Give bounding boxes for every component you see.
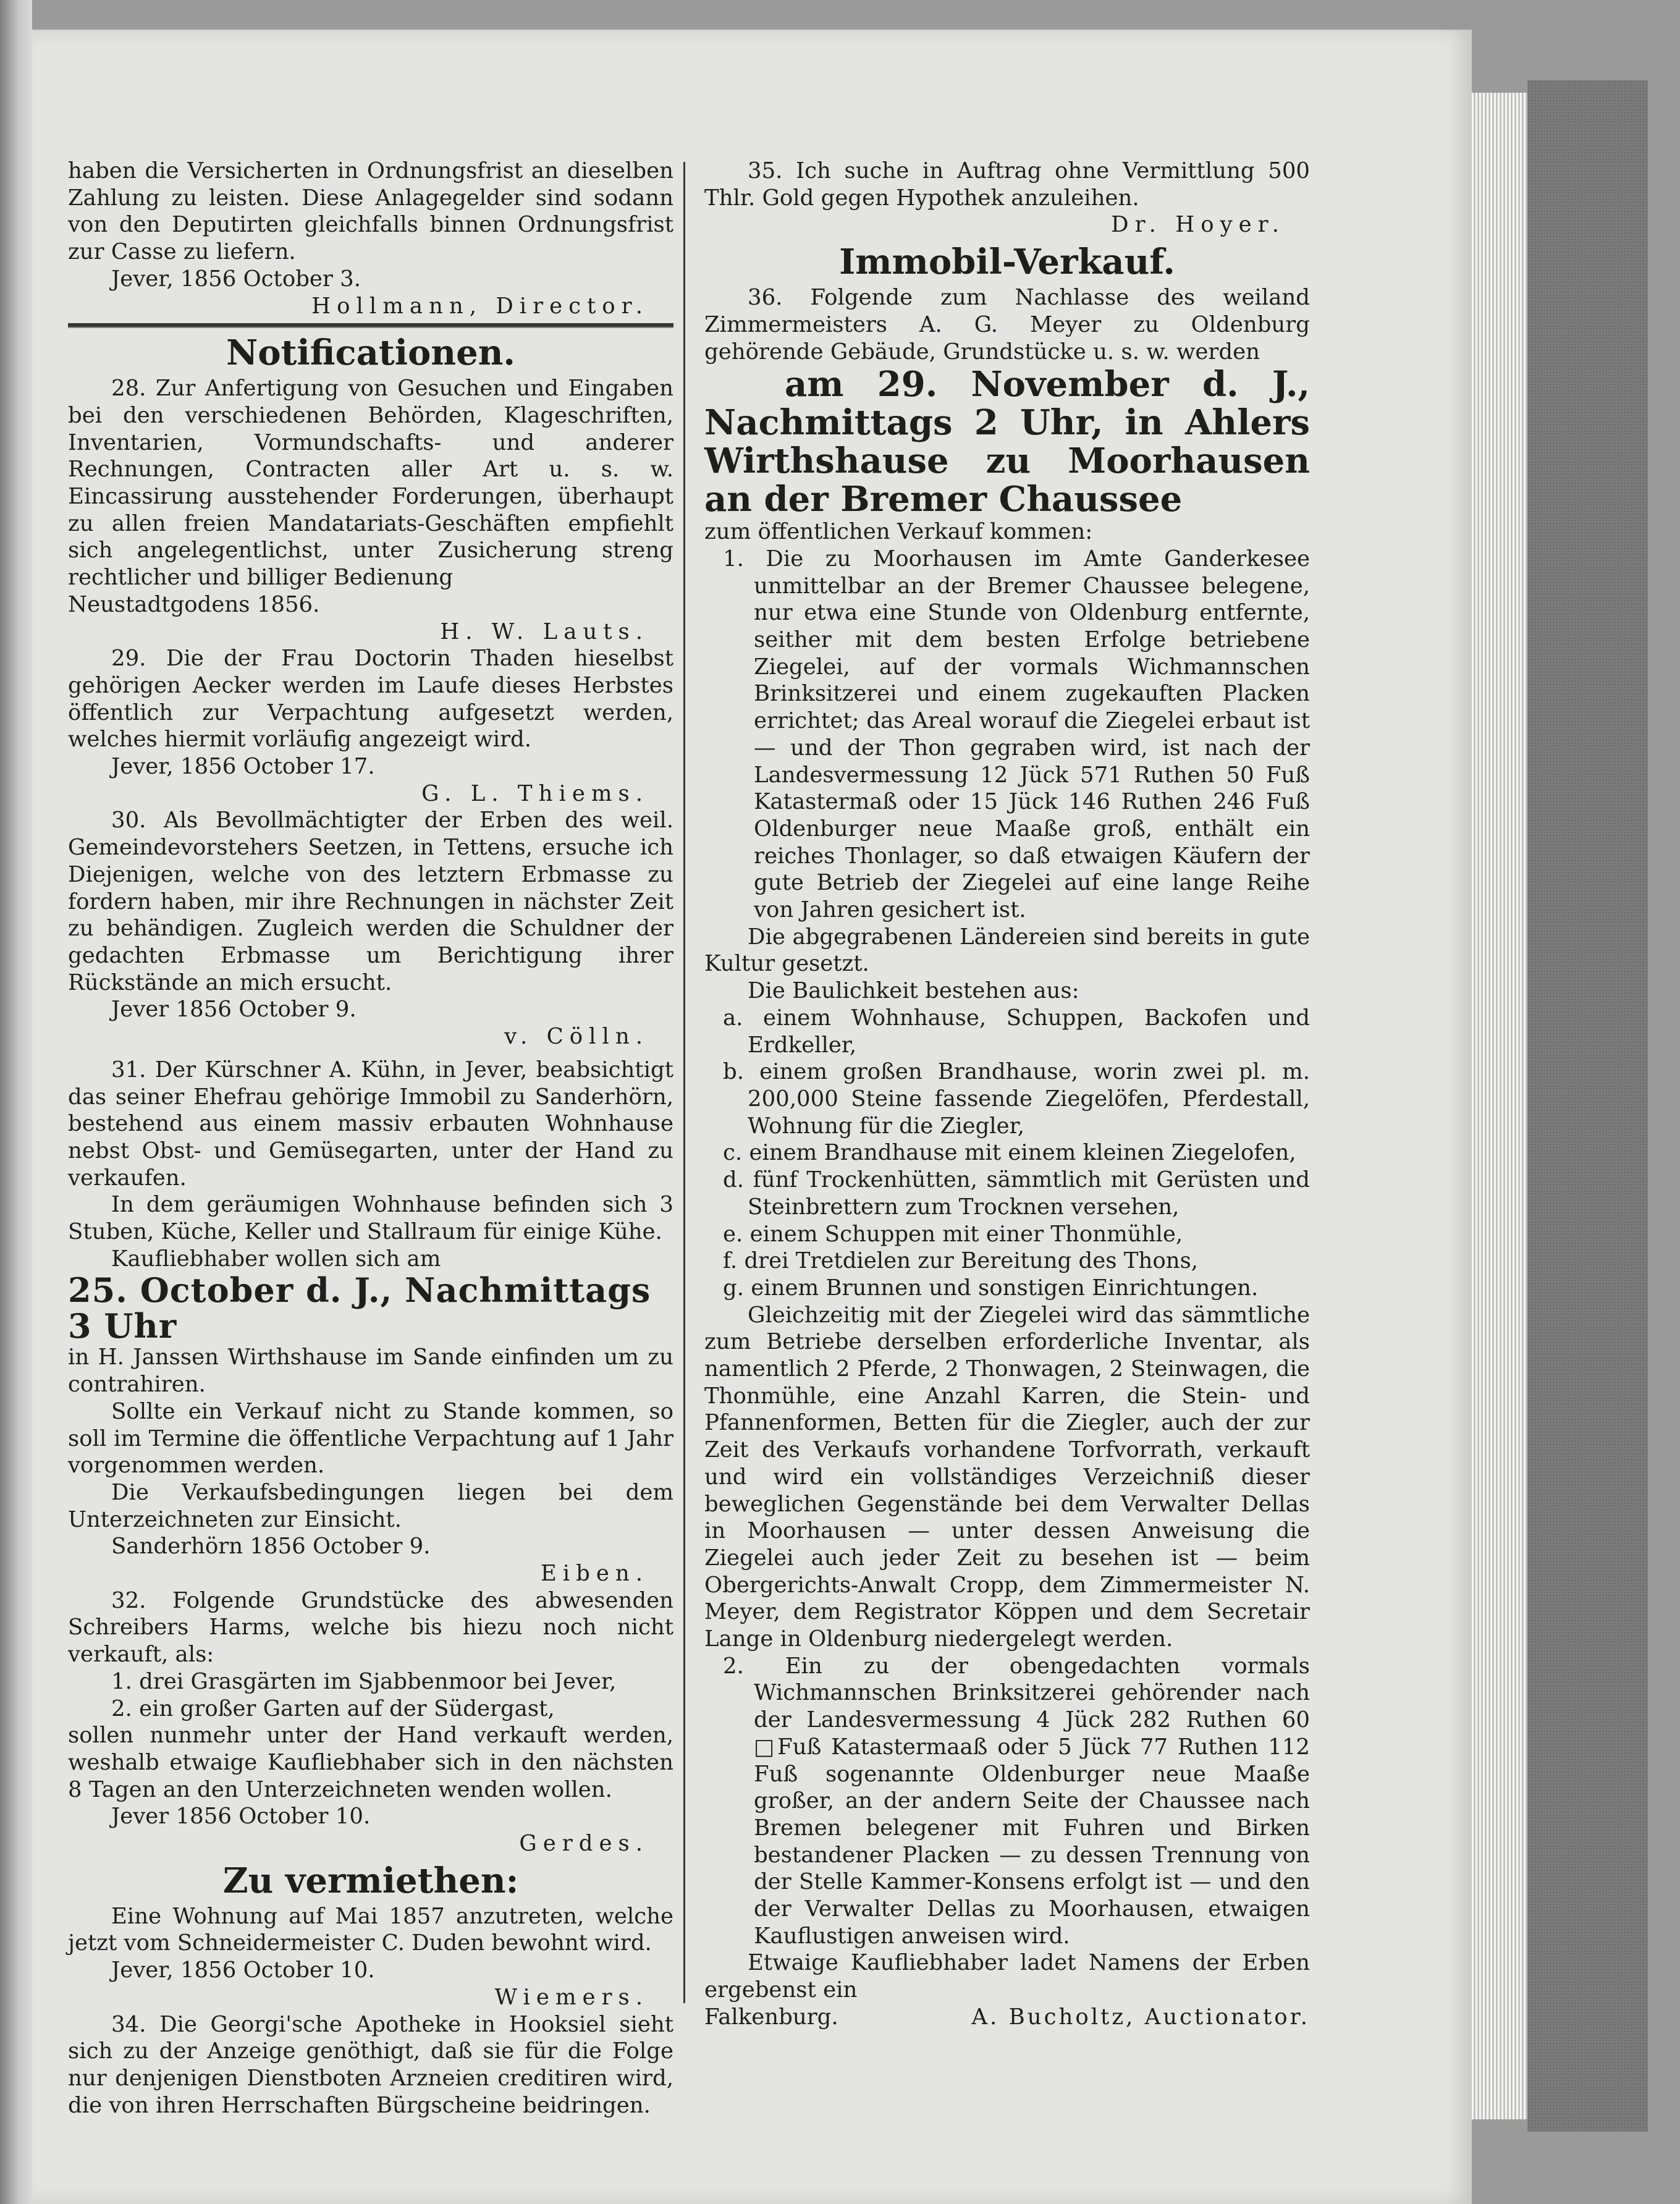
notice-28-signature: H. W. Lauts. [440,619,649,644]
notice-31-signature: Eiben. [540,1561,649,1587]
notice-29-signature: G. L. Thiems. [421,780,649,806]
page-edges [1472,93,1527,2119]
rent-heading: Zu vermiethen: [222,1860,519,1901]
notice-33: Eine Wohnung auf Mai 1857 anzutreten, welche jetzt vom Schneidermeister C. Duden bewohnt wird. [68,1903,673,1956]
closing-text: Etwaige Kaufliebhaber ladet Namens der Erben ergebenst ein [704,1950,1310,2003]
notice-36-inventory: Gleichzeitig mit der Ziegelei wird das sämmtliche zum Betriebe derselben erforderliche Inventar, als namentlich 2 Pferde, 2 Thonwagen, 2 Steinwagen, die Thonmühle, eine Anzahl Karren, die Stein- und Pfannenformen, Betten für die Ziegler, auch der zur Zeit des Verkaufs vorhandene Torfvorrath, verkauft und wird ein vollständiges Verzeichniß dieser beweglichen Gegenstände bei dem Verwalter Dellas in Moorhausen — unter dessen Anweisung die Ziegelei auch jeder Zeit zu besehen ist — beim Obergerichts-Anwalt Cropp, dem Zimmermeister N. Meyer, dem Registrator Köppen und dem Secretair Lange in Oldenburg niedergelegt werden. [704,1302,1310,1652]
notice-31-lease: Sollte ein Verkauf nicht zu Stande kommen, so soll im Termine die öffentliche Verpachtung auf 1 Jahr vorgenommen werden. [68,1398,673,1479]
notice-36-sale: zum öffentlichen Verkauf kommen: [704,519,1093,545]
building-entry: e. einem Schuppen mit einer Thonmühle, [723,1221,1183,1247]
notice-30-signature: v. Cölln. [504,1024,649,1050]
building-entry: f. drei Tretdielen zur Bereitung des Thons, [723,1248,1199,1274]
building-entry: b. einem großen Brandhause, worin zwei pl. m. 200,000 Steine fassende Ziegelöfen, Pferdestall, Wohnung für die Ziegler, [723,1059,1310,1139]
notice-32-item: 2. ein großer Garten auf der Südergast, [111,1695,555,1721]
notice-36-item-1-buildings: Die Baulichkeit bestehen aus: [748,978,1079,1004]
notice-28-date: Neustadtgodens 1856. [68,591,320,617]
notice-35-signature: Dr. Hoyer. [1111,212,1285,238]
notice-30-date: Jever 1856 October 9. [111,997,357,1023]
notice-32-body: sollen nunmehr unter der Hand verkauft werden, weshalb etwaige Kaufliebhaber sich in den nächsten 8 Tagen an den Unterzeichneten wenden wollen. [68,1723,673,1802]
notice-30: 30. Als Bevollmächtigter der Erben des weil. Gemeindevorstehers Seetzen, in Tettens, ersuche ich Diejenigen, welche von des letztern Erbmasse zu fordern haben, mir ihre Rechnungen in nächster Zeit zu behändigen. Zugleich werden die Schuldner der gedachten Erbmasse um Berichtigung ihrer Rückstände an mich ersucht. [68,808,673,995]
notice-33-date: Jever, 1856 October 10. [111,1957,375,1983]
notice-31-date: Sanderhörn 1856 October 9. [111,1534,431,1560]
building-entry: a. einem Wohnhause, Schuppen, Backofen und Erdkeller, [723,1005,1310,1058]
notice-36-item-1-lands: Die abgegrabenen Ländereien sind bereits in gute Kultur gesetzt. [704,924,1310,977]
building-entry: d. fünf Trockenhütten, sämmtlich mit Gerüsten und Steinbrettern zum Trocknen versehen, [723,1167,1310,1220]
notice-31: 31. Der Kürschner A. Kühn, in Jever, beabsichtigt das seiner Ehefrau gehörige Immobil zu Sanderhörn, bestehend aus einem massiv erbauten Wohnhause nebst Obst- und Gemüsegarten, unter der Hand zu verkaufen. [68,1057,673,1191]
book-gutter [0,0,32,2204]
notice-32: 32. Folgende Grundstücke des abwesenden Schreibers Harms, welche bis hiezu noch nicht verkauft, als: [68,1587,673,1668]
notice-31-rooms: In dem geräumigen Wohnhause befinden sich 3 Stuben, Küche, Keller und Stallraum für einige Kühe. [68,1192,673,1245]
building-entry: c. einem Brandhause mit einem kleinen Ziegelofen, [723,1140,1296,1166]
notice-36: 36. Folgende zum Nachlasse des weiland Zimmermeisters A. G. Meyer zu Oldenburg gehörende Gebäude, Grundstücke u. s. w. werden [704,285,1310,365]
notice-28: 28. Zur Anfertigung von Gesuchen und Eingaben bei den verschiedenen Behörden, Klageschriften, Inventarien, Vormundschafts- und anderer Rechnungen, Contracten aller Art u. s. w. Eincassirung ausstehender Forderungen, überhaupt zu allen freien Mandatariats-Geschäften empfiehlt sich angelegentlichst, unter Zusicherung streng rechtlicher und billiger Bedienung [68,376,673,591]
notifications-heading: Notificationen. [226,332,515,374]
left-column [68,158,673,2119]
notice-36-item-2: 2. Ein zu der obengedachten vormals Wichmannschen Brinksitzerei gehörender nach der Landesvermessung 4 Jück 282 Ruthen 60 □Fuß Katastermaaß oder 5 Jück 77 Ruthen 112 Fuß sogenannte Oldenburger neue Maaße großer, an der andern Seite der Chaussee nach Bremen belegener mit Fuhren und Birken bestandener Placken — zu dessen Trennung von der Stelle Kammer-Konsens erfolgt ist — und den der Verwalter Dellas zu Moorhausen, etwaigen Kauflustigen anweisen wird. [723,1653,1310,1949]
intro-paragraph: haben die Versicherten in Ordnungsfrist an dieselben Zahlung zu leisten. Diese Anlagegelder sind sodann von den Deputirten gleichfalls binnen Ordnungsfrist zur Casse zu liefern. [68,158,673,265]
right-column [704,158,1310,2031]
notice-35: 35. Ich suche in Auftrag ohne Vermittlung 500 Thlr. Gold gegen Hypothek anzuleihen. [704,158,1310,211]
book-cover [1527,80,1648,2132]
notice-29-date: Jever, 1856 October 17. [111,754,375,780]
intro-signature: Hollmann, Director. [311,293,649,319]
column-divider [683,162,685,2003]
notice-34: 34. Die Georgi'sche Apotheke in Hooksiel sieht sich zu der Anzeige genöthigt, daß sie für die Folge nur denjenigen Dienstboten Arzneien creditiren wird, die von ihren Herrschaften Bürgscheine beidringen. [68,2011,673,2118]
notice-33-signature: Wiemers. [494,1984,649,2010]
closing-place: Falkenburg. [704,2004,838,2030]
section-rule [68,323,673,328]
notice-36-item-1: 1. Die zu Moorhausen im Amte Ganderkesee unmittelbar an der Bremer Chaussee belegene, nur etwa eine Stunde von Oldenburg entfernte, seither mit dem besten Erfolge betriebene Ziegelei, auf der vormals Wichmannschen Brinksitzerei und einem zugekauften Placken errichtet; das Areal worauf die Ziegelei erbaut ist — und der Thon gegraben wird, ist nach der Landesvermessung 12 Jück 571 Ruthen 50 Fuß Katastermaß oder 15 Jück 146 Ruthen 246 Fuß Oldenburger neue Maaße groß, enthält ein reiches Thonlager, so daß etwaigen Käufern der gute Betrieb der Ziegelei auf eine lange Reihe von Jahren gesichert ist. [723,546,1310,923]
notice-36-auction: am 29. November d. J., Nachmittags 2 Uhr, in Ahlers Wirthshause zu Moorhausen an der Bremer Chaussee [704,364,1310,520]
closing-line [704,2004,1310,2031]
notice-29: 29. Die der Frau Doctorin Thaden hieselbst gehörigen Aecker werden im Laufe dieses Herbstes öffentlich zur Verpachtung aufgesetzt werden, welches hiermit vorläufig angezeigt wird. [68,646,673,753]
notice-31-conditions: Die Verkaufsbedingungen liegen bei dem Unterzeichneten zur Einsicht. [68,1479,673,1532]
building-entry: g. einem Brunnen und sonstigen Einrichtungen. [723,1275,1259,1301]
notice-31-auction-date: 25. October d. J., Nachmittags 3 Uhr [68,1270,651,1346]
notice-32-item: 1. drei Grasgärten im Sjabbenmoor bei Jever, [111,1668,617,1694]
intro-date: Jever, 1856 October 3. [111,266,361,292]
real-estate-heading: Immobil-Verkauf. [839,242,1175,283]
notice-31-buyers: Kaufliebhaber wollen sich am [111,1246,441,1272]
notice-32-date: Jever 1856 October 10. [111,1804,371,1830]
closing-signature: A. Bucholtz, Auctionator. [971,2004,1310,2030]
notice-31-place: in H. Janssen Wirthshause im Sande einfinden um zu contrahiren. [68,1345,673,1398]
notice-32-signature: Gerdes. [519,1831,649,1857]
